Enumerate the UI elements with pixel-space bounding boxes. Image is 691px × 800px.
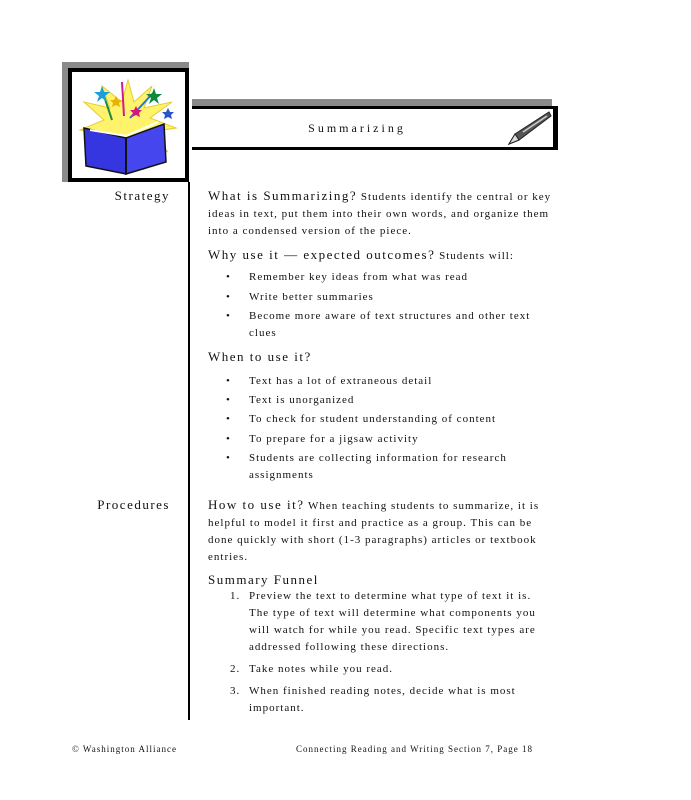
list-item: • Text has a lot of extraneous detail	[226, 375, 433, 387]
how-block	[208, 496, 553, 566]
how-heading: How to use it?	[208, 497, 305, 512]
list-item: • Write better summaries	[226, 291, 374, 303]
why-lead: Students will:	[439, 250, 514, 262]
column-divider	[188, 182, 190, 720]
list-item: • Become more aware of text structures and other text clues	[226, 310, 531, 339]
logo-frame	[68, 68, 189, 182]
why-heading: Why use it — expected outcomes?	[208, 247, 436, 262]
list-item: • Remember key ideas from what was read	[226, 271, 469, 283]
funnel-heading: Summary Funnel	[208, 572, 319, 587]
when-block	[208, 348, 553, 367]
what-is-block	[208, 187, 553, 240]
open-book-sparkle-icon	[72, 72, 185, 178]
when-heading: When to use it?	[208, 349, 312, 364]
what-heading: What is Summarizing?	[208, 188, 358, 203]
list-item: 2. Take notes while you read.	[230, 663, 394, 675]
fountain-pen-icon	[505, 108, 555, 148]
section-label-procedures: Procedures	[97, 497, 170, 512]
page-title: Summarizing	[308, 121, 406, 135]
list-item: 3. When finished reading notes, decide what is most important.	[230, 685, 516, 714]
footer-copyright: © Washington Alliance	[72, 744, 177, 754]
list-item: • Text is unorganized	[226, 394, 355, 406]
section-label-strategy: Strategy	[114, 188, 170, 203]
why-block	[208, 246, 553, 265]
what-text: Students identify the central or key ideas in text, put them into their own words, and organize them into a condensed version of the piece.	[208, 191, 552, 237]
list-item: 1. Preview the text to determine what type of text it is. The type of text will determine what components you will watch for while you read. Specific text types are addressed following these directions.	[230, 590, 536, 653]
list-item: • To prepare for a jigsaw activity	[226, 433, 419, 445]
list-item: • Students are collecting information for research assignments	[226, 452, 507, 481]
footer-page-info: Connecting Reading and Writing Section 7, Page 18	[296, 744, 533, 754]
how-text: When teaching students to summarize, it is helpful to model it first and practice as a group. This can be done quickly with short (1-3 paragraphs) articles or textbook entries.	[208, 500, 540, 563]
list-item: • To check for student understanding of content	[226, 413, 497, 425]
